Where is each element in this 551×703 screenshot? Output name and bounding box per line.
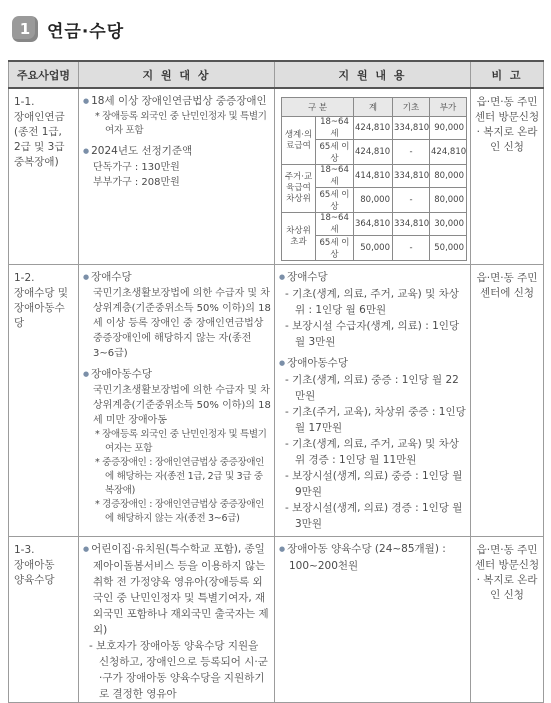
content-line: - 보장시설 수급자(생계, 의료) : 1인당 월 3만원 bbox=[285, 319, 460, 348]
target-cell bbox=[79, 88, 275, 264]
amount-extra: 424,810 bbox=[430, 140, 467, 165]
target-bullet: ● 어린이집·유치원(특수학교 포함), 종일제아이돌봄서비스 등을 이용하지 않는 취학 전 가정양육 영유아(장애등록 외국인 중 난민인정자 및 특별기여자, 재외국민 포함하나 재외국민 출국자는 제외) bbox=[83, 541, 271, 638]
amount-basic: - bbox=[393, 188, 430, 213]
content-cell bbox=[275, 264, 471, 536]
target-bullet: ● 18세 이상 장애인연금법상 중증장애인 bbox=[83, 93, 271, 110]
inner-header: 기초 bbox=[393, 98, 430, 117]
amount-basic: - bbox=[393, 140, 430, 165]
content-cell bbox=[275, 88, 471, 264]
target-bullet: ● 2024년도 선정기준액 bbox=[83, 143, 271, 160]
table-row bbox=[9, 264, 544, 536]
age-range: 65세 이상 bbox=[316, 188, 354, 213]
content-bullet: ● 장애아동 양육수당 (24~85개월) : 100~200천원 bbox=[279, 541, 467, 574]
target-footnote: * 중증장애인 : 장애인연금법상 중증장애인에 해당하는 자(종전 1급, 2급 및 3급 중복장애) bbox=[95, 456, 265, 496]
amount-extra: 90,000 bbox=[430, 117, 467, 140]
table-row bbox=[9, 88, 544, 264]
business-name-cell bbox=[9, 536, 79, 702]
section-title: 연금·수당 bbox=[47, 21, 125, 42]
header-note: 비 고 bbox=[471, 61, 544, 88]
business-number: 1-3. bbox=[14, 543, 35, 556]
income-group-label: 차상위초과 bbox=[282, 213, 316, 261]
business-name-line: 2급 및 3급 bbox=[14, 141, 65, 153]
amount-extra: 30,000 bbox=[430, 213, 467, 236]
business-name-line: 장애수당 및 bbox=[14, 286, 69, 299]
amount-extra: 50,000 bbox=[430, 236, 467, 261]
business-number: 1-2. bbox=[14, 271, 35, 284]
target-cell bbox=[79, 536, 275, 702]
inner-header: 구 분 bbox=[282, 98, 354, 117]
age-range: 18~64세 bbox=[316, 165, 354, 188]
note-cell: 읍·면·동 주민센터 방문신청· 복지로 온라인 신청 bbox=[471, 88, 544, 264]
target-paragraph: 국민기초생활보장법에 의한 수급자 및 차상위계층(기준중위소득 50% 이하)의 18세 이상 등록 장애인 중 장애인연금법상 중증장애인에 해당하지 않는 자(종전 3~6급) bbox=[93, 287, 271, 359]
note-cell: 읍·면·동 주민센터 방문신청· 복지로 온라인 신청 bbox=[471, 536, 544, 702]
content-line: - 보장시설(생계, 의료) 중증 : 1인당 월 9만원 bbox=[285, 469, 463, 498]
amount-basic: - bbox=[393, 236, 430, 261]
inner-header: 부가 bbox=[430, 98, 467, 117]
target-paragraph: 국민기초생활보장법에 의한 수급자 및 차상위계층(기준중위소득 50% 이하)의 18세 미만 장애아동 bbox=[93, 384, 271, 426]
amount-total: 50,000 bbox=[354, 236, 393, 261]
support-table bbox=[8, 60, 544, 703]
business-name-cell bbox=[9, 88, 79, 264]
target-bullet: ● 장애수당 bbox=[83, 269, 271, 286]
target-footnote: * 장애등록 외국인 중 난민인정자 및 특별기여자는 포함 bbox=[95, 428, 267, 454]
header-content: 지 원 내 용 bbox=[275, 61, 471, 88]
amount-total: 364,810 bbox=[354, 213, 393, 236]
amount-total: 424,810 bbox=[354, 117, 393, 140]
target-line: 부부가구 : 208만원 bbox=[93, 177, 180, 188]
header-target: 지 원 대 상 bbox=[79, 61, 275, 88]
business-name-line: 양육수당 bbox=[14, 573, 55, 586]
content-line: - 기초(주거, 교육), 차상위 중증 : 1인당 월 17만원 bbox=[285, 405, 466, 434]
pension-amount-table bbox=[281, 97, 467, 261]
content-bullet: ● 장애아동수당 bbox=[279, 355, 467, 372]
amount-total: 424,810 bbox=[354, 140, 393, 165]
section-header bbox=[12, 14, 124, 44]
note-cell: 읍·면·동 주민센터에 신청 bbox=[471, 264, 544, 536]
business-name-line: 장애아동수당 bbox=[14, 301, 65, 329]
business-name-line: (종전 1급, bbox=[14, 126, 62, 138]
amount-basic: 334,810 bbox=[393, 117, 430, 140]
header-business-name: 주요사업명 bbox=[9, 61, 79, 88]
target-bullet: ● 장애아동수당 bbox=[83, 366, 271, 383]
target-line: - 보호자가 장애아동 양육수당 지원을 신청하고, 장애인으로 등록되어 시·군·구가 장애아동 양육수당을 지원하기로 결정한 영유아 bbox=[89, 639, 268, 700]
business-name-line: 장애아동 bbox=[14, 558, 55, 571]
business-number: 1-1. bbox=[14, 96, 35, 108]
section-number-badge: 1 bbox=[12, 16, 38, 42]
income-group-label: 주거·교육급여차상위 bbox=[282, 165, 316, 213]
business-name-line: 중복장애) bbox=[14, 156, 59, 168]
target-cell bbox=[79, 264, 275, 536]
amount-basic: 334,810 bbox=[393, 165, 430, 188]
age-range: 18~64세 bbox=[316, 117, 354, 140]
business-name-line: 장애인연금 bbox=[14, 111, 65, 123]
content-cell bbox=[275, 536, 471, 702]
amount-extra: 80,000 bbox=[430, 188, 467, 213]
inner-header: 계 bbox=[354, 98, 393, 117]
age-range: 65세 이상 bbox=[316, 140, 354, 165]
table-header-row bbox=[9, 61, 544, 88]
business-name-cell bbox=[9, 264, 79, 536]
amount-total: 414,810 bbox=[354, 165, 393, 188]
content-bullet: ● 장애수당 bbox=[279, 269, 467, 286]
content-line: - 기초(생계, 의료, 주거, 교육) 및 차상위 : 1인당 월 6만원 bbox=[285, 287, 459, 316]
amount-extra: 80,000 bbox=[430, 165, 467, 188]
amount-total: 80,000 bbox=[354, 188, 393, 213]
target-line: 단독가구 : 130만원 bbox=[93, 162, 180, 173]
target-footnote: * 경증장애인 : 장애인연금법상 중증장애인에 해당하지 않는 자(종전 3~6급) bbox=[95, 498, 265, 524]
content-line: - 기초(생계, 의료) 중증 : 1인당 월 22만원 bbox=[285, 373, 459, 402]
age-range: 18~64세 bbox=[316, 213, 354, 236]
age-range: 65세 이상 bbox=[316, 236, 354, 261]
table-row bbox=[9, 536, 544, 702]
income-group-label: 생계·의료급여 bbox=[282, 117, 316, 165]
amount-basic: 334,810 bbox=[393, 213, 430, 236]
target-footnote: * 장애등록 외국인 중 난민인정자 및 특별기여자 포함 bbox=[95, 111, 267, 136]
content-line: - 보장시설(생계, 의료) 경증 : 1인당 월 3만원 bbox=[285, 501, 463, 530]
content-line: - 기초(생계, 의료, 주거, 교육) 및 차상위 경증 : 1인당 월 11만원 bbox=[285, 437, 459, 466]
